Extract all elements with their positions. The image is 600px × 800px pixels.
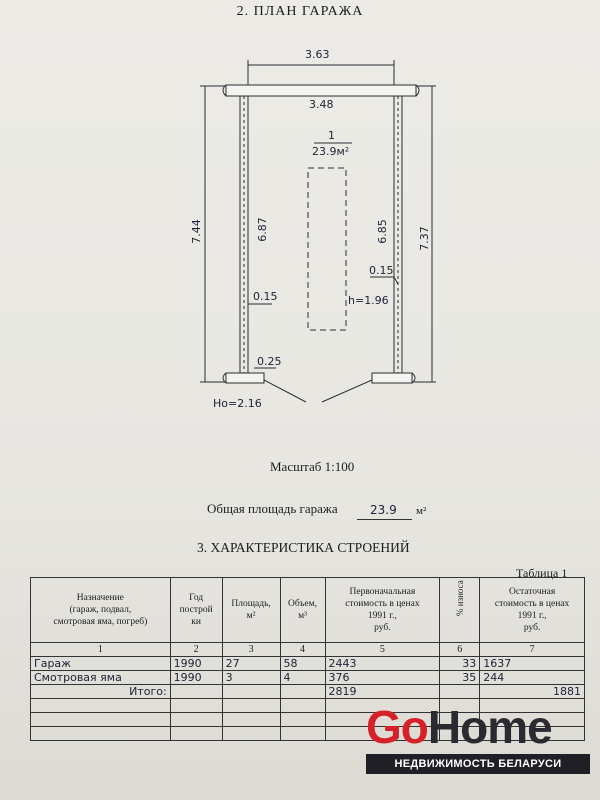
table-cell: 1881 (480, 685, 585, 699)
table-cell: 244 (480, 671, 585, 685)
col-number: 5 (325, 643, 440, 657)
col-number: 7 (480, 643, 585, 657)
table-row (31, 657, 585, 671)
col-number: 2 (170, 643, 222, 657)
col-number: 1 (31, 643, 171, 657)
table-header-row (31, 578, 585, 643)
table-cell: Итого: (31, 685, 171, 699)
header-volume: Объем, м³ (280, 578, 325, 643)
table-row (31, 671, 585, 685)
header-wear: % износа (440, 578, 480, 643)
table-cell: 35 (440, 671, 480, 685)
logo-home: Home (427, 701, 552, 753)
gohome-logo (366, 701, 552, 753)
logo-tagline: НЕДВИЖИМОСТЬ БЕЛАРУСИ (366, 754, 590, 774)
table-cell (170, 713, 222, 727)
table-cell (31, 699, 171, 713)
section-title-characteristics: 3. ХАРАКТЕРИСТИКА СТРОЕНИЙ (197, 540, 410, 555)
table-column-numbers (31, 643, 585, 657)
header-year: Год построй ки (170, 578, 222, 643)
total-area-label: Общая площадь гаража (207, 501, 338, 516)
table-cell (31, 727, 171, 741)
wall-thickness-left: 0.15 (253, 290, 278, 303)
logo-go: Go (366, 701, 428, 753)
table-cell: 58 (280, 657, 325, 671)
table-cell: 1990 (170, 671, 222, 685)
table-cell: 2819 (325, 685, 440, 699)
table-cell (170, 685, 222, 699)
col-number: 6 (440, 643, 480, 657)
pit-height: h=1.96 (348, 294, 389, 307)
table-cell (440, 685, 480, 699)
dim-outer-width: 3.63 (305, 48, 330, 61)
total-area-underline (357, 519, 412, 520)
col-number: 3 (222, 643, 280, 657)
table-label: Таблица 1 (516, 566, 568, 580)
total-area-unit: м² (416, 505, 427, 517)
table-cell: 27 (222, 657, 280, 671)
table-cell (222, 713, 280, 727)
table-row-total (31, 685, 585, 699)
room-number: 1 (328, 129, 335, 142)
header-initial-cost: Первоначальная стоимость в ценах 1991 г., руб. (325, 578, 440, 643)
wall-thickness-front: 0.25 (257, 355, 282, 368)
wall-thickness-right: 0.15 (369, 264, 394, 277)
table-cell: 376 (325, 671, 440, 685)
header-residual-cost: Остаточная стоимость в ценах 1991 г., руб. (480, 578, 585, 643)
table-cell: Смотровая яма (31, 671, 171, 685)
table-cell (280, 713, 325, 727)
gohome-watermark (366, 701, 562, 770)
dim-inner-width: 3.48 (309, 98, 334, 111)
header-purpose: Назначение (гараж, подвал, смотровая яма, погреб) (31, 578, 171, 643)
table-cell (31, 713, 171, 727)
scale-note: Масштаб 1:100 (270, 459, 355, 474)
table-cell: Гараж (31, 657, 171, 671)
table-cell: 4 (280, 671, 325, 685)
dim-right-outer-length: 7.37 (417, 226, 431, 251)
total-area-value: 23.9 (370, 503, 397, 517)
table-cell: 1990 (170, 657, 222, 671)
table-cell (222, 685, 280, 699)
table-cell: 33 (440, 657, 480, 671)
table-cell (170, 727, 222, 741)
room-area: 23.9м² (312, 145, 350, 158)
table-cell (280, 727, 325, 741)
dim-left-inner-length: 6.87 (255, 217, 269, 242)
table-cell (170, 699, 222, 713)
dim-right-inner-length: 6.85 (375, 219, 389, 244)
section-title-plan: 2. ПЛАН ГАРАЖА (236, 4, 364, 19)
table-cell (222, 699, 280, 713)
door-height: Ho=2.16 (213, 397, 262, 410)
dim-left-outer-length: 7.44 (189, 219, 203, 244)
table-cell: 1637 (480, 657, 585, 671)
table-cell: 2443 (325, 657, 440, 671)
col-number: 4 (280, 643, 325, 657)
table-cell (280, 685, 325, 699)
header-area: Площадь, м² (222, 578, 280, 643)
table-cell: 3 (222, 671, 280, 685)
table-cell (280, 699, 325, 713)
table-cell (222, 727, 280, 741)
